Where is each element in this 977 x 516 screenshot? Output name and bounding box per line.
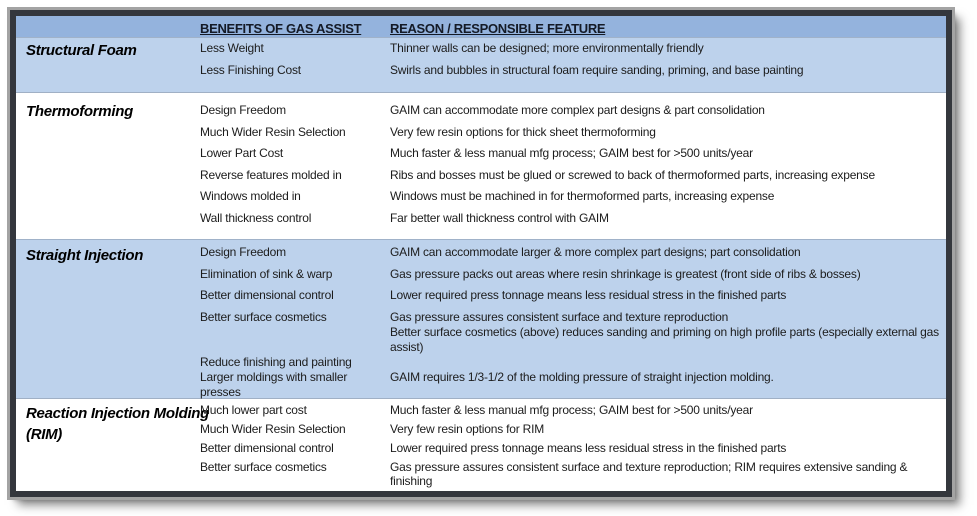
reason-cell: Windows must be machined in for thermoformed parts, increasing expense — [390, 189, 775, 203]
process-cell — [16, 37, 200, 93]
benefit-cell: Lower Part Cost — [200, 146, 284, 160]
section-straight-injection — [16, 239, 946, 399]
benefit-cell: Reverse features molded in — [200, 167, 342, 182]
table-row — [200, 245, 946, 267]
table-header-row — [16, 16, 946, 37]
benefit-cell: Design Freedom — [200, 103, 286, 117]
table-body — [16, 37, 946, 489]
table-row — [200, 460, 946, 488]
benefit-cell: Much Wider Resin Selection — [200, 422, 346, 436]
gas-assist-comparison-table — [10, 10, 952, 497]
reason-cell: GAIM can accommodate larger & more complex part designs; part consolidation — [390, 245, 801, 259]
table-row — [200, 146, 946, 168]
benefit-cell: Much lower part cost — [200, 403, 307, 417]
table-row — [200, 288, 946, 310]
reason-cell: Very few resin options for RIM — [390, 422, 545, 436]
table-row — [200, 403, 946, 422]
benefit-cell: Less Finishing Cost — [200, 62, 301, 77]
benefit-cell: Elimination of sink & warp — [200, 266, 333, 281]
process-cell — [16, 239, 200, 399]
reason-cell: GAIM requires 1/3-1/2 of the molding pressure of straight injection molding. — [390, 369, 774, 384]
table-row — [200, 310, 946, 355]
reason-cell: Lower required press tonnage means less residual stress in the finished parts — [390, 288, 787, 302]
reason-cell: Ribs and bosses must be glued or screwed to back of thermoformed parts, increasing expense — [390, 167, 875, 182]
table-row — [200, 355, 946, 400]
benefit-cell: Better surface cosmetics — [200, 309, 327, 324]
table-row — [200, 168, 946, 190]
reason-cell: Far better wall thickness control with GAIM — [390, 210, 609, 225]
table-row — [200, 189, 946, 211]
benefit-cell: Reduce finishing and painting Larger moldings with smaller presses — [200, 354, 352, 399]
section-rows — [200, 93, 946, 239]
reason-cell: Very few resin options for thick sheet thermoforming — [390, 124, 656, 139]
table-row — [200, 441, 946, 460]
benefit-cell: Windows molded in — [200, 189, 301, 203]
table-row — [200, 63, 946, 85]
column-header-benefits: BENEFITS OF GAS ASSIST — [200, 21, 362, 36]
process-name: Straight Injection — [26, 247, 144, 264]
table-row — [200, 125, 946, 147]
table-row — [200, 41, 946, 63]
reason-cell: Lower required press tonnage means less residual stress in the finished parts — [390, 441, 787, 455]
section-rows — [200, 399, 946, 489]
table-row — [200, 267, 946, 289]
process-cell — [16, 399, 210, 489]
process-name: Structural Foam — [26, 42, 137, 59]
process-name: Thermoforming — [26, 103, 133, 120]
section-reaction-injection-molding — [16, 399, 946, 489]
benefit-cell: Better dimensional control — [200, 288, 334, 302]
table-row — [200, 211, 946, 233]
reason-cell: Gas pressure packs out areas where resin shrinkage is greatest (front side of ribs & bosses) — [390, 266, 861, 281]
benefit-cell: Much Wider Resin Selection — [200, 124, 346, 139]
column-header-reason: REASON / RESPONSIBLE FEATURE — [390, 21, 606, 36]
process-cell — [16, 93, 200, 239]
section-thermoforming — [16, 93, 946, 239]
process-name: Reaction Injection Molding (RIM) — [26, 405, 210, 443]
reason-cell: Gas pressure assures consistent surface and texture reproduction; RIM requires extensive sanding & finishing — [390, 460, 908, 488]
reason-cell: Thinner walls can be designed; more environmentally friendly — [390, 41, 704, 55]
reason-cell: Swirls and bubbles in structural foam require sanding, priming, and base painting — [390, 62, 804, 77]
benefit-cell: Better surface cosmetics — [200, 460, 327, 474]
reason-cell: Gas pressure assures consistent surface and texture reproduction Better surface cosmetics (above) reduces sanding and priming on high profile parts (especially external gas assist) — [390, 309, 939, 354]
section-rows — [200, 239, 946, 399]
table-row — [200, 103, 946, 125]
section-rows — [200, 37, 946, 93]
section-structural-foam — [16, 37, 946, 93]
reason-cell: Much faster & less manual mfg process; GAIM best for >500 units/year — [390, 403, 753, 417]
benefit-cell: Less Weight — [200, 41, 264, 55]
benefit-cell: Design Freedom — [200, 245, 286, 259]
reason-cell: Much faster & less manual mfg process; GAIM best for >500 units/year — [390, 146, 753, 160]
table-row — [200, 422, 946, 441]
benefit-cell: Better dimensional control — [200, 441, 334, 455]
benefit-cell: Wall thickness control — [200, 210, 312, 225]
reason-cell: GAIM can accommodate more complex part designs & part consolidation — [390, 103, 765, 117]
